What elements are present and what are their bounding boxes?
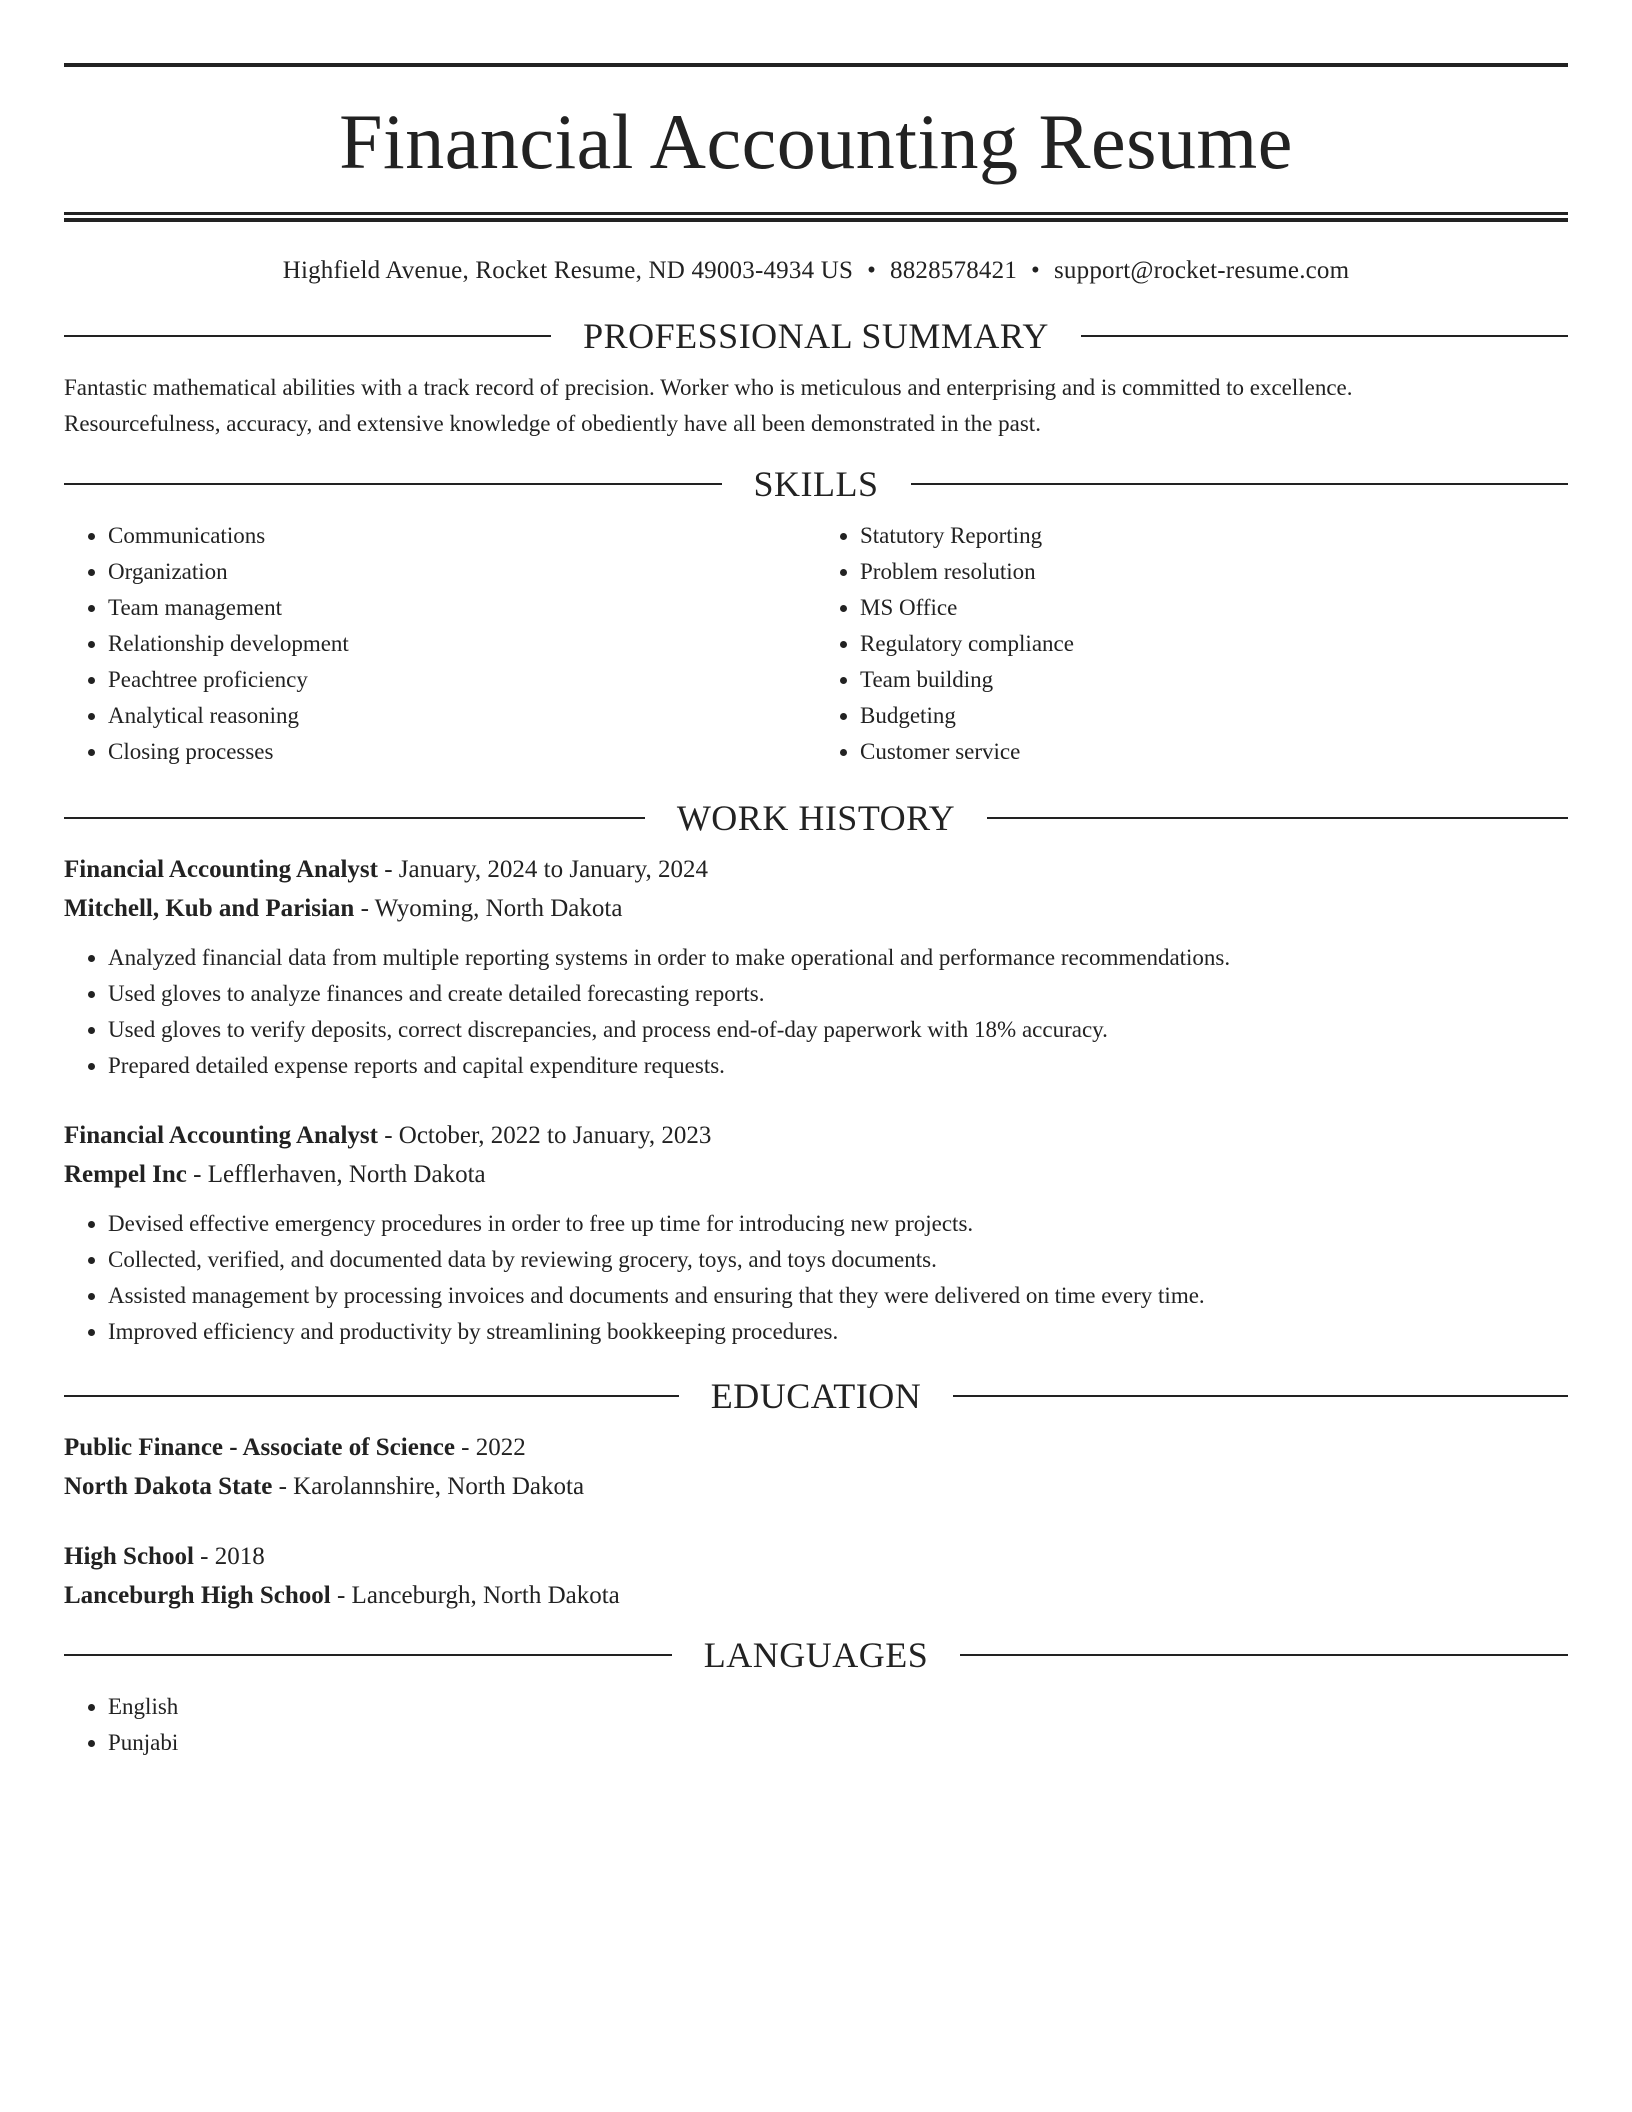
job-entry — [64, 850, 1568, 1084]
education-year: - 2018 — [193, 1543, 265, 1570]
contact-address: Highfield Avenue, Rocket Resume, ND 49003-4934 US — [282, 257, 854, 284]
skills-column-left — [64, 518, 816, 770]
education-entry — [64, 1537, 1568, 1615]
section-title: EDUCATION — [710, 1376, 922, 1416]
heading-rule — [64, 1395, 679, 1397]
job-bullet: • Analyzed financial data from multiple reporting systems in order to make operational and performance recommendations. — [108, 940, 1568, 976]
job-bullet: • Used gloves to verify deposits, correct discrepancies, and process end-of-day paperwork with 18% accuracy. — [108, 1012, 1568, 1048]
skill-item: • Team building — [860, 662, 1568, 698]
skill-item: • Peachtree proficiency — [108, 662, 816, 698]
skill-item: • Team management — [108, 590, 816, 626]
section-title: PROFESSIONAL SUMMARY — [583, 316, 1049, 356]
heading-rule — [960, 1654, 1568, 1656]
contact-separator: • — [1031, 257, 1040, 284]
summary-line: Fantastic mathematical abilities with a track record of precision. Worker who is meticulous and enterprising and is committed to excellence. — [64, 375, 1353, 400]
heading-rule — [64, 817, 645, 819]
job-title: Financial Accounting Analyst — [64, 1122, 378, 1149]
summary-line: Resourcefulness, accuracy, and extensive knowledge of obediently have all been demonstrated in the past. — [64, 411, 1041, 436]
section-title: WORK HISTORY — [676, 798, 956, 838]
skills-column-right — [816, 518, 1568, 770]
contact-email: support@rocket-resume.com — [1053, 257, 1350, 284]
skill-item: • Closing processes — [108, 734, 816, 770]
page-title: Financial Accounting Resume — [339, 98, 1293, 185]
job-company-line — [64, 889, 1568, 928]
job-bullet: • Devised effective emergency procedures in order to free up time for introducing new projects. — [108, 1206, 1568, 1242]
job-dates: - January, 2024 to January, 2024 — [377, 856, 708, 883]
job-bullets — [64, 1206, 1568, 1350]
education-school: North Dakota State — [64, 1473, 273, 1500]
job-dates: - October, 2022 to January, 2023 — [377, 1122, 712, 1149]
contact-separator: • — [867, 257, 877, 284]
section-heading-skills — [64, 464, 1568, 504]
job-location: - Lefflerhaven, North Dakota — [186, 1161, 486, 1188]
education-school-line — [64, 1576, 1568, 1615]
summary-text — [64, 370, 1568, 442]
job-company-line — [64, 1155, 1568, 1194]
section-heading-languages — [64, 1635, 1568, 1675]
education-degree: High School — [64, 1543, 194, 1570]
top-rule — [64, 63, 1568, 67]
education-location: - Lanceburgh, North Dakota — [330, 1582, 620, 1609]
job-bullets — [64, 940, 1568, 1084]
skill-item: • Problem resolution — [860, 554, 1568, 590]
contact-line — [64, 256, 1568, 286]
education-degree-line — [64, 1428, 1568, 1467]
section-title: SKILLS — [753, 464, 879, 504]
job-location: - Wyoming, North Dakota — [354, 895, 623, 922]
education-entry — [64, 1428, 1568, 1506]
language-item: • English — [108, 1689, 1568, 1725]
heading-rule — [64, 483, 722, 485]
job-title-line — [64, 1116, 1568, 1155]
skill-item: • Customer service — [860, 734, 1568, 770]
language-item: • Punjabi — [108, 1725, 1568, 1761]
job-bullet: • Collected, verified, and documented data by reviewing grocery, toys, and toys documents. — [108, 1242, 1568, 1278]
education-year: - 2022 — [454, 1434, 526, 1461]
languages-list — [64, 1689, 1568, 1761]
skill-item: • Budgeting — [860, 698, 1568, 734]
job-bullet: • Prepared detailed expense reports and capital expenditure requests. — [108, 1048, 1568, 1084]
contact-phone: 8828578421 — [890, 257, 1018, 284]
skill-item: • Communications — [108, 518, 816, 554]
skill-item: • Regulatory compliance — [860, 626, 1568, 662]
section-title: LANGUAGES — [703, 1635, 929, 1675]
job-title-line — [64, 850, 1568, 889]
education-degree: Public Finance - Associate of Science — [64, 1434, 455, 1461]
section-heading-education — [64, 1376, 1568, 1416]
heading-rule — [64, 1654, 672, 1656]
heading-rule — [987, 817, 1568, 819]
skills-list — [64, 518, 1568, 770]
skill-item: • Organization — [108, 554, 816, 590]
heading-rule — [911, 483, 1569, 485]
skill-item: • Statutory Reporting — [860, 518, 1568, 554]
job-bullet: • Improved efficiency and productivity by streamlining bookkeeping procedures. — [108, 1314, 1568, 1350]
job-company: Mitchell, Kub and Parisian — [64, 895, 355, 922]
job-company: Rempel Inc — [64, 1161, 187, 1188]
skill-item: • Analytical reasoning — [108, 698, 816, 734]
education-location: - Karolannshire, North Dakota — [272, 1473, 585, 1500]
education-school: Lanceburgh High School — [64, 1582, 331, 1609]
job-bullet: • Used gloves to analyze finances and create detailed forecasting reports. — [108, 976, 1568, 1012]
education-school-line — [64, 1467, 1568, 1506]
section-heading-work — [64, 798, 1568, 838]
heading-rule — [1081, 335, 1568, 337]
education-degree-line — [64, 1537, 1568, 1576]
heading-rule — [953, 1395, 1568, 1397]
title-double-rule — [64, 212, 1568, 222]
section-heading-summary — [64, 316, 1568, 356]
skill-item: • Relationship development — [108, 626, 816, 662]
job-entry — [64, 1116, 1568, 1350]
job-bullet: • Assisted management by processing invoices and documents and ensuring that they were delivered on time every time. — [108, 1278, 1568, 1314]
heading-rule — [64, 335, 551, 337]
skill-item: • MS Office — [860, 590, 1568, 626]
job-title: Financial Accounting Analyst — [64, 856, 378, 883]
